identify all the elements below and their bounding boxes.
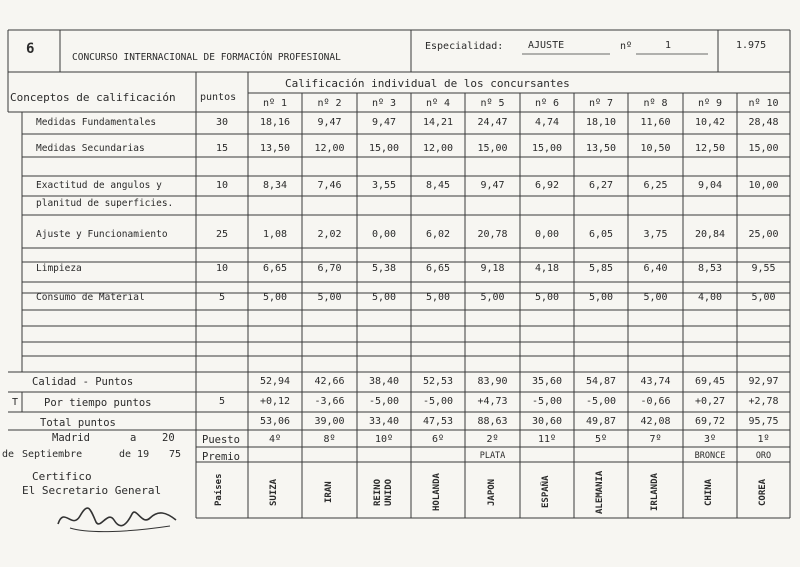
total-cell: 49,87 [585, 416, 617, 427]
number-value: 1 [665, 40, 672, 51]
column-header-3: nº 3 [371, 98, 397, 109]
form-number: 6 [26, 41, 35, 57]
footer-year-suffix: 75 [169, 449, 182, 460]
score-cell: 20,78 [477, 229, 508, 240]
score-cell: 6,40 [643, 263, 668, 274]
country-cell: IRAN [323, 481, 334, 503]
row-label: Consumo de Material [36, 292, 145, 303]
tiempo-label: Por tiempo puntos [44, 397, 152, 409]
column-header-4: nº 4 [425, 98, 451, 109]
score-cell: 3,55 [371, 180, 397, 191]
score-cell: 5,00 [317, 292, 342, 303]
row-points: 25 [215, 229, 229, 240]
calidad-cell: 52,53 [422, 376, 454, 387]
row-label: Exactitud de angulos y [36, 180, 162, 191]
number-label: nº [620, 41, 633, 52]
country-cell: ESPAÑA [541, 475, 551, 509]
footer-de1: de [2, 449, 15, 460]
score-cell: 5,38 [371, 263, 397, 274]
total-cell: 69,72 [694, 416, 726, 427]
calidad-cell: 43,74 [640, 376, 671, 387]
certifico: Certifico [32, 470, 92, 483]
tiempo-cell: +4,73 [477, 396, 508, 407]
calidad-cell: 42,66 [314, 376, 345, 387]
row-label: Ajuste y Funcionamiento [36, 229, 168, 240]
score-cell: 5,00 [588, 292, 614, 303]
score-cell: 6,27 [588, 180, 614, 191]
footer-month: Septiembre [22, 449, 83, 460]
calidad-cell: 83,90 [477, 376, 508, 387]
column-header-10: nº 10 [748, 98, 779, 109]
score-cell: 13,50 [259, 143, 291, 154]
score-cell: 10,00 [748, 180, 779, 191]
score-cell: 28,48 [748, 117, 779, 128]
column-header-7: nº 7 [588, 98, 614, 109]
calidad-cell: 92,97 [748, 376, 779, 387]
signature [50, 496, 190, 536]
puesto-cell: 3º [703, 434, 717, 445]
footer-a: a [130, 432, 137, 444]
puesto-cell: 1º [757, 434, 770, 445]
score-cell: 20,84 [694, 229, 726, 240]
score-cell: 5,00 [643, 292, 668, 303]
tiempo-cell: -3,66 [314, 396, 345, 407]
premio-label: Premio [202, 451, 240, 463]
secretario: El Secretario General [22, 484, 162, 497]
score-cell: 18,10 [585, 117, 617, 128]
calidad-label: Calidad - Puntos [32, 376, 134, 388]
calidad-cell: 54,87 [585, 376, 617, 387]
country-cell: ALEMANIA [595, 470, 605, 514]
premio-cell: PLATA [479, 451, 506, 461]
score-cell: 7,46 [317, 180, 342, 191]
tiempo-mark: T [12, 397, 19, 408]
score-cell: 9,47 [371, 117, 397, 128]
tiempo-cell: +2,78 [748, 396, 779, 407]
score-cell: 0,00 [534, 229, 560, 240]
column-header-8: nº 8 [643, 98, 668, 109]
score-cell: 9,47 [317, 117, 342, 128]
total-cell: 39,00 [314, 416, 345, 427]
puesto-cell: 2º [486, 434, 499, 445]
row-label: Limpieza [36, 263, 82, 274]
score-cell: 9,18 [480, 263, 505, 274]
score-cell: 0,00 [371, 229, 397, 240]
score-cell: 6,25 [643, 180, 668, 191]
country-cell: IRLANDA [649, 473, 660, 511]
premio-cell: BRONCE [694, 451, 726, 461]
group-header: Calificación individual de los concursantes [285, 77, 570, 90]
score-cell: 6,02 [425, 229, 451, 240]
country-cell: JAPON [486, 478, 497, 506]
score-cell: 12,50 [694, 143, 726, 154]
total-label: Total puntos [40, 417, 116, 429]
puesto-cell: 11º [537, 434, 557, 445]
score-cell: 6,65 [262, 263, 288, 274]
premio-cell: ORO [755, 451, 772, 461]
score-cell: 11,60 [640, 117, 671, 128]
puesto-cell: 10º [374, 434, 394, 445]
row-points: 5 [218, 292, 226, 303]
points-header: puntos [200, 92, 237, 103]
score-cell: 3,75 [643, 229, 668, 240]
score-cell: 8,45 [425, 180, 451, 191]
tiempo-cell: +0,12 [259, 396, 291, 407]
country-cell: HOLANDA [432, 473, 442, 511]
column-header-2: nº 2 [317, 98, 342, 109]
country-cell: CHINA [704, 478, 714, 506]
total-cell: 33,40 [368, 416, 400, 427]
puesto-cell: 7º [649, 434, 662, 445]
score-cell: 9,47 [480, 180, 505, 191]
concepts-header: Conceptos de calificación [10, 91, 176, 104]
specialty-value: AJUSTE [528, 40, 565, 51]
row-label: Medidas Secundarias [36, 143, 145, 154]
tiempo-cell: +0,27 [694, 396, 726, 407]
row-points: 10 [215, 263, 229, 274]
calidad-cell: 38,40 [368, 376, 400, 387]
column-header-5: nº 5 [480, 98, 505, 109]
calidad-cell: 52,94 [259, 376, 291, 387]
tiempo-points: 5 [219, 396, 226, 407]
column-header-1: nº 1 [262, 98, 288, 109]
puesto-cell: 5º [594, 434, 608, 445]
total-cell: 47,53 [422, 416, 454, 427]
score-cell: 5,00 [534, 292, 560, 303]
total-cell: 88,63 [477, 416, 508, 427]
score-cell: 5,00 [751, 292, 776, 303]
specialty-label: Especialidad: [425, 41, 504, 52]
score-cell: 8,53 [697, 263, 723, 274]
score-cell: 1,08 [262, 229, 288, 240]
country-cell: SUIZA [269, 478, 279, 506]
score-cell: 4,18 [534, 263, 560, 274]
score-cell: 13,50 [585, 143, 617, 154]
score-cell: 9,55 [751, 263, 776, 274]
score-cell: 24,47 [477, 117, 508, 128]
score-cell: 15,00 [368, 143, 400, 154]
puesto-cell: 4º [268, 434, 282, 445]
country-cell: REINO UNIDO [373, 478, 394, 506]
score-cell: 5,00 [425, 292, 451, 303]
score-cell: 6,70 [317, 263, 342, 274]
score-cell: 10,42 [694, 117, 726, 128]
row-label: Medidas Fundamentales [36, 117, 157, 128]
total-cell: 30,60 [531, 416, 563, 427]
score-cell: 5,00 [262, 292, 288, 303]
score-cell: 6,65 [425, 263, 451, 274]
tiempo-cell: -5,00 [422, 396, 454, 407]
document-title: CONCURSO INTERNACIONAL DE FORMACIÓN PROFESIONAL [72, 52, 341, 63]
total-cell: 42,08 [640, 416, 671, 427]
total-cell: 53,06 [259, 416, 291, 427]
score-cell: 10,50 [640, 143, 671, 154]
score-cell: 12,00 [422, 143, 454, 154]
score-cell: 4,74 [534, 117, 560, 128]
column-header-6: nº 6 [534, 98, 560, 109]
row-points: 15 [215, 143, 229, 154]
score-cell: 2,02 [317, 229, 342, 240]
score-cell: 5,00 [480, 292, 505, 303]
calidad-cell: 35,60 [531, 376, 563, 387]
paises-label: Países [214, 473, 224, 507]
tiempo-cell: -0,66 [640, 396, 671, 407]
puesto-cell: 6º [431, 434, 445, 445]
year: 1.975 [736, 40, 767, 51]
score-cell: 15,00 [748, 143, 779, 154]
row-points: 30 [215, 117, 229, 128]
score-cell: 18,16 [259, 117, 291, 128]
score-cell: 15,00 [477, 143, 508, 154]
puesto-cell: 8º [323, 434, 336, 445]
score-cell: 5,00 [371, 292, 397, 303]
score-cell: 6,92 [534, 180, 560, 191]
puesto-label: Puesto [202, 434, 240, 446]
total-cell: 95,75 [748, 416, 779, 427]
score-cell: 25,00 [748, 229, 779, 240]
score-cell: 12,00 [314, 143, 345, 154]
score-cell: 4,00 [697, 292, 723, 303]
tiempo-cell: -5,00 [585, 396, 617, 407]
country-cell: COREA [757, 478, 768, 506]
footer-de2: de 19 [119, 449, 150, 460]
column-header-9: nº 9 [697, 98, 723, 109]
calidad-cell: 69,45 [694, 376, 726, 387]
footer-city: Madrid [52, 432, 90, 444]
tiempo-cell: -5,00 [368, 396, 400, 407]
footer-day: 20 [162, 432, 175, 444]
score-cell: 9,04 [697, 180, 723, 191]
row-points: 10 [215, 180, 229, 191]
score-cell: 8,34 [262, 180, 288, 191]
score-cell: 5,85 [588, 263, 614, 274]
score-cell: 14,21 [422, 117, 454, 128]
tiempo-cell: -5,00 [531, 396, 563, 407]
score-cell: 15,00 [531, 143, 563, 154]
row-label-continued: planitud de superficies. [36, 198, 174, 209]
score-cell: 6,05 [588, 229, 614, 240]
